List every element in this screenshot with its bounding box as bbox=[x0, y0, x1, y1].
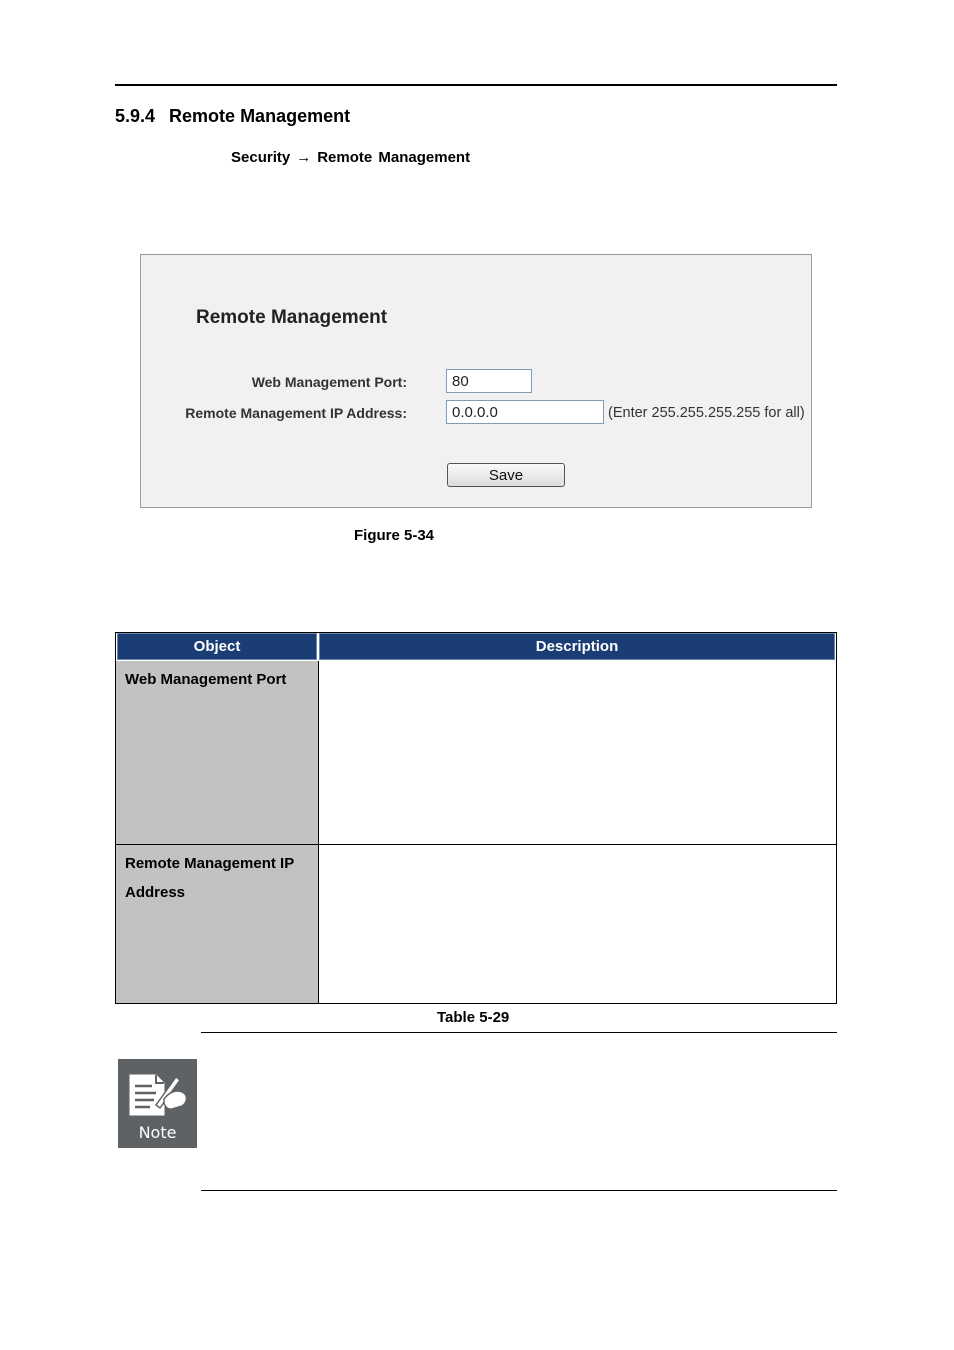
note-icon-label: Note bbox=[138, 1123, 177, 1142]
arrow-right-icon: → bbox=[296, 149, 312, 166]
section-heading bbox=[115, 106, 350, 127]
breadcrumb-parent: Security bbox=[231, 149, 291, 166]
note-top-rule bbox=[201, 1032, 837, 1033]
remote-ip-hint: (Enter 255.255.255.255 for all) bbox=[608, 405, 805, 421]
row-web-port-description bbox=[318, 661, 836, 845]
remote-ip-input[interactable] bbox=[446, 400, 604, 424]
section-number: 5.9.4 bbox=[115, 106, 156, 126]
figure-caption: Figure 5-34 bbox=[354, 527, 435, 544]
description-table bbox=[115, 632, 837, 1004]
remote-management-panel bbox=[140, 254, 812, 508]
note-writing-hand-icon bbox=[118, 1059, 197, 1148]
row-web-port-object: Web Management Port bbox=[116, 661, 318, 845]
row-remote-ip-object: Remote Management IP Address bbox=[116, 845, 318, 1003]
breadcrumb bbox=[231, 149, 470, 166]
breadcrumb-current: Remote Management bbox=[317, 149, 471, 166]
save-button[interactable]: Save bbox=[447, 463, 565, 487]
note-bottom-rule bbox=[201, 1190, 837, 1191]
web-port-label: Web Management Port: bbox=[251, 374, 407, 390]
section-title: Remote Management bbox=[169, 106, 351, 126]
remote-ip-label: Remote Management IP Address: bbox=[185, 405, 407, 421]
panel-title: Remote Management bbox=[196, 307, 388, 328]
header-description: Description bbox=[319, 633, 835, 660]
top-rule bbox=[115, 84, 837, 86]
web-port-input[interactable] bbox=[446, 369, 532, 393]
row-remote-ip-description bbox=[318, 845, 836, 1003]
header-object: Object bbox=[117, 633, 317, 660]
table-caption: Table 5-29 bbox=[437, 1009, 510, 1026]
